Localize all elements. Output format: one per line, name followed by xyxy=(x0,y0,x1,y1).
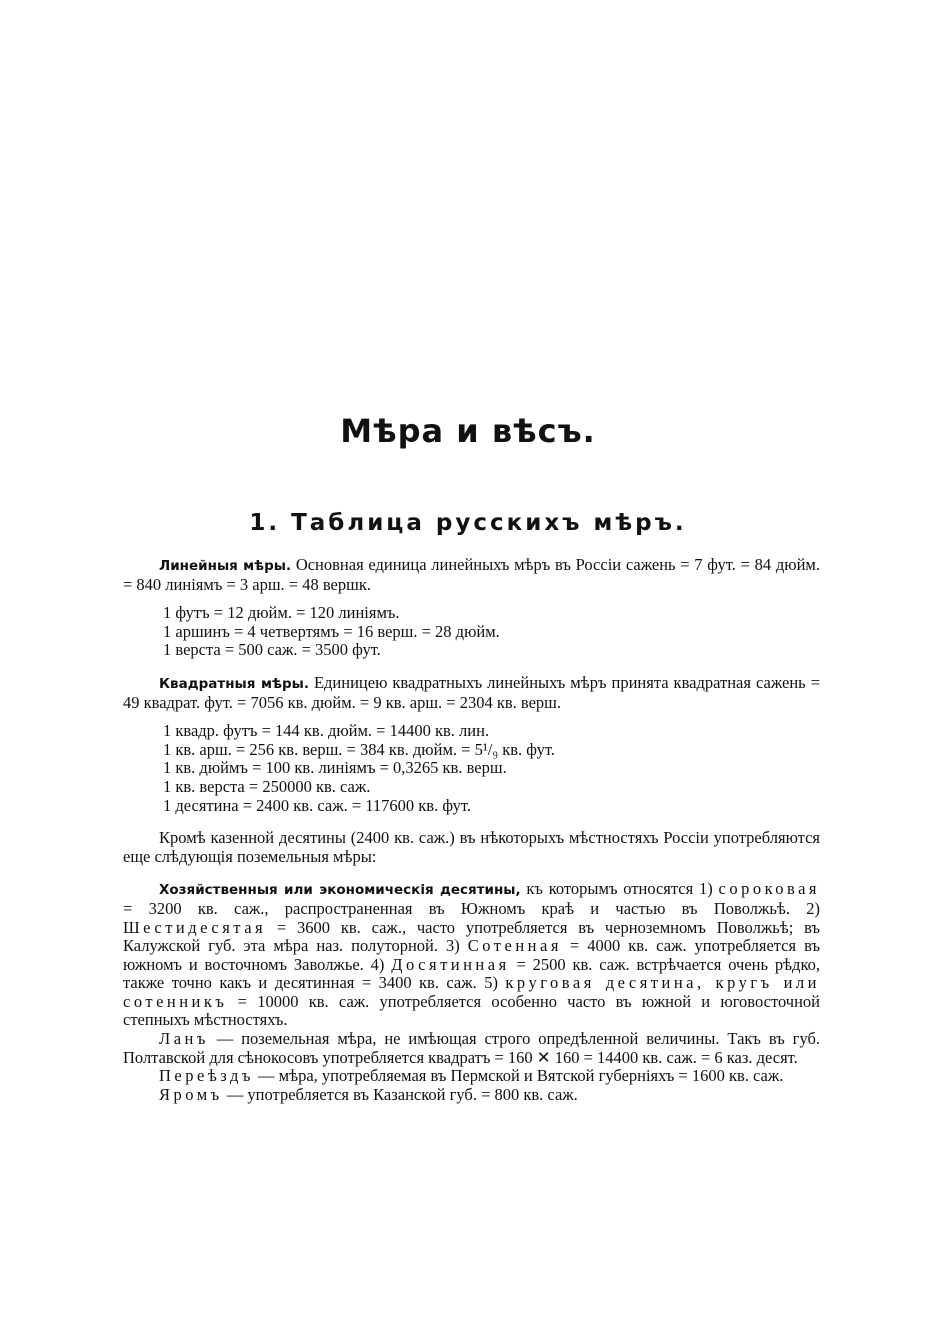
list-item: 1 кв. верста = 250000 кв. саж. xyxy=(163,776,371,796)
paragraph-text: = 2500 кв. саж. встрѣчается очень рѣдко, также точно какъ и десятинная = 3400 кв. саж. 5) xyxy=(123,954,820,993)
linear-measures-text: Основная единица линейныхъ мѣръ въ Россіи сажень = 7 фут. = 84 дюйм. = 840 линіямъ = 3 арш. = 48 вершк. xyxy=(123,555,820,594)
square-measures-text: Единицею квадратныхъ линейныхъ мѣръ принята квадратная сажень = 49 квадрат. фут. = 7056 кв. дюйм. = 9 кв. арш. = 2304 кв. верш. xyxy=(123,672,821,712)
yarom-text: — употребляется въ Казанской губ. = 800 кв. саж. xyxy=(222,1084,578,1104)
paragraph-text: = 3200 кв. саж., распространенная въ Южномъ краѣ и частью въ Поволжьѣ. 2) xyxy=(123,898,820,918)
square-measures-list xyxy=(163,722,820,815)
list-item: 1 кв. дюймъ = 100 кв. линіямъ = 0,3265 кв. верш. xyxy=(163,758,507,778)
pereezd-text: — мѣра, употребляемая въ Пермской и Вятской губерніяхъ = 1600 кв. саж. xyxy=(253,1066,784,1086)
term-sorokovaya: сороковая xyxy=(718,879,820,899)
economic-desyatiny-paragraph xyxy=(123,880,820,1030)
list-item: 1 кв. арш. = 256 кв. верш. = 384 кв. дюйм. = 5¹/₉ кв. фут. xyxy=(163,739,555,759)
term-shestidesyataya: Шестидесятая xyxy=(123,917,267,937)
term-lan: Ланъ xyxy=(159,1029,209,1049)
term-pereezd: Переѣздъ xyxy=(159,1066,254,1086)
square-measures-paragraph xyxy=(123,674,820,712)
list-item: 1 футъ = 12 дюйм. = 120 линіямъ. xyxy=(163,603,400,623)
pereezd-paragraph xyxy=(123,1067,820,1086)
term-sotennaya: Сотенная xyxy=(467,936,562,956)
page-title: Мѣра и вѣсъ. xyxy=(340,412,596,450)
term-krugovaya: круговая десятина, кругъ или сотенникъ xyxy=(123,973,820,1011)
linear-measures-heading: Линейныя мѣры. xyxy=(159,558,292,574)
paragraph-text: = 3600 кв. саж., часто употребляется въ черноземномъ Поволжьѣ; въ Калужской губ. эта мѣра наз. полуторной. 3) xyxy=(123,917,820,956)
term-yarom: Яромъ xyxy=(159,1084,223,1104)
lan-text: — поземельная мѣра, не имѣющая строго опредѣленной величины. Такъ въ губ. Полтавской для сѣнокосовъ употребляется квадратъ = 160 ✕ 160 = 14400 кв. саж. = 6 каз. десят. xyxy=(123,1029,820,1067)
economic-desyatiny-heading: Хозяйственныя или экономическія десятины, xyxy=(159,882,521,899)
intro-paragraph: Кромѣ казенной десятины (2400 кв. саж.) въ нѣкоторыхъ мѣстностяхъ Россіи употребляются еще слѣдующія поземельныя мѣры: xyxy=(123,828,820,866)
list-item: 1 десятина = 2400 кв. саж. = 117600 кв. фут. xyxy=(163,795,471,815)
linear-measures-paragraph xyxy=(123,556,820,594)
list-item: 1 верста = 500 саж. = 3500 фут. xyxy=(163,640,381,660)
term-dosyatinnaya: Досятинная xyxy=(391,954,510,974)
document-body xyxy=(123,556,820,1104)
linear-measures-list xyxy=(163,604,820,660)
list-item: 1 аршинъ = 4 четвертямъ = 16 верш. = 28 дюйм. xyxy=(163,621,500,641)
section-title: 1. Таблица русскихъ мѣръ. xyxy=(249,510,687,536)
yarom-paragraph xyxy=(123,1086,820,1105)
paragraph-text: = 4000 кв. саж. употребляется въ южномъ и восточномъ Заволжье. 4) xyxy=(123,936,821,974)
paragraph-text: къ которымъ относятся 1) xyxy=(520,879,719,899)
lan-paragraph xyxy=(123,1030,820,1067)
square-measures-heading: Квадратныя мѣры. xyxy=(159,675,309,692)
paragraph-text: = 10000 кв. саж. употребляется особенно часто въ южной и юговосточной степныхъ мѣстностяхъ. xyxy=(123,991,820,1030)
list-item: 1 квадр. футъ = 144 кв. дюйм. = 14400 кв. лин. xyxy=(163,721,490,741)
